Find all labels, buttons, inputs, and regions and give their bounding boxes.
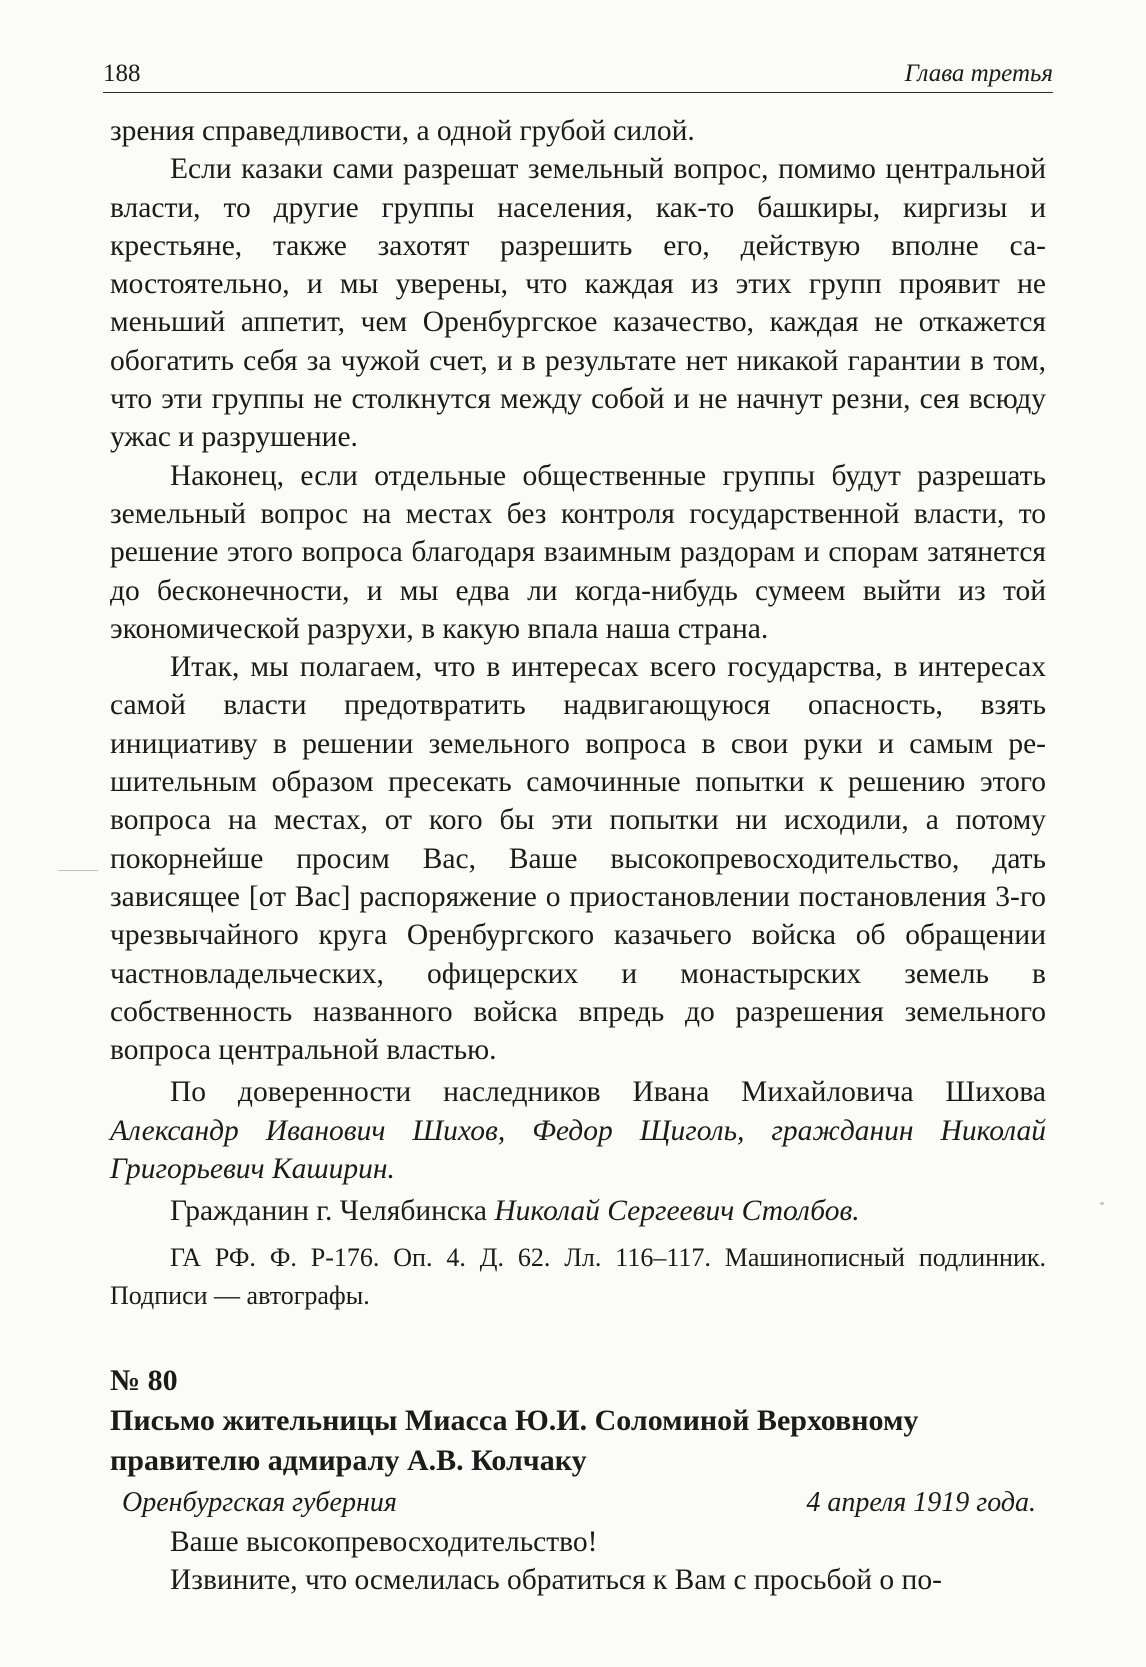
scan-speck xyxy=(1100,1202,1104,1205)
body-text xyxy=(110,112,1046,1599)
document-date: 4 апреля 1919 года. xyxy=(806,1486,1036,1518)
margin-scan-mark xyxy=(58,870,98,871)
paragraph-finally: Наконец, если отдельные общественные группы будут разрешать земельный вопрос на местах без контроля государственной власти, то решение этого вопроса благодаря взаимным раздорам и спорам затянется до бесконечности, и мы едва ли когда-нибудь сумеем выйти из той экономической разрухи, в какую впала наша страна. xyxy=(110,459,1046,645)
signature-2-intro: Гражданин г. Челябинска xyxy=(170,1195,487,1228)
paragraph-land-question: Если казаки сами разрешат земельный вопрос, помимо центральной власти, то другие группы населения, как-то башкиры, киргизы и крестьяне, также захотят разрешить его, действую вполне самостоятельно, и мы уверены, что каждая из этих групп проявит не меньший аппетит, чем Оренбургское казачество, каждая не откажется обогатить себя за чужой счет, и в результате нет никакой гарантии в том, что эти группы не столкнутся между собой и не начнут резни, сея всюду ужас и разрушение. xyxy=(110,153,1046,454)
chapter-title: Глава третья xyxy=(904,60,1053,87)
document-meta xyxy=(110,1483,1046,1523)
signature-1-names: Александр Иванович Шихов, Федор Щиголь, гражданин Николай Григорьевич Каширин. xyxy=(110,1114,1046,1186)
page-number: 188 xyxy=(103,60,141,87)
running-header xyxy=(103,54,1053,93)
document-number: № 80 xyxy=(110,1363,178,1397)
paragraph-continuation: зрения справедливости, а одной грубой силой. xyxy=(110,115,695,147)
signature-1-intro: По доверенности наследников Ивана Михайловича Шихова xyxy=(170,1076,1046,1109)
signature-block-1 xyxy=(110,1073,1046,1188)
signature-block-2 xyxy=(110,1192,1046,1230)
paragraph-request: Итак, мы полагаем, что в интересах всего государства, в интересах самой власти предотвратить надвигающуюся опасность, взять инициативу в решении земельного вопроса в свои руки и самым решительным образом пресекать самочинные попытки к решению этого вопроса на местах, от кого бы эти попытки ни исходили, а потому покорнейше просим Вас, Ваше высокопревосходительство, дать зависящее [от Вас] распоряжение о приостановлении постановления 3-го чрезвычайного круга Оренбургского казачьего войска об обращении частновладельческих, офицерских и монастырских земель в собственность названного войска впредь до разрешения земельного вопроса центральной властью. xyxy=(110,651,1046,1067)
document-title: Письмо жительницы Миасса Ю.И. Соломиной Верховному правителю адмиралу А.В. Колчаку xyxy=(110,1403,919,1477)
archival-source-note: ГА РФ. Ф. Р-176. Оп. 4. Д. 62. Лл. 116–117. Машинописный подлинник. Подписи — автографы. xyxy=(110,1242,1046,1310)
letter-salutation: Ваше высокопревосходительство! xyxy=(170,1525,598,1558)
document-place: Оренбургская губерния xyxy=(122,1486,397,1518)
letter-opening: Извините, что осмелилась обратиться к Вам с просьбой о по- xyxy=(170,1563,942,1596)
signature-2-name: Николай Сергеевич Столбов. xyxy=(494,1195,860,1228)
